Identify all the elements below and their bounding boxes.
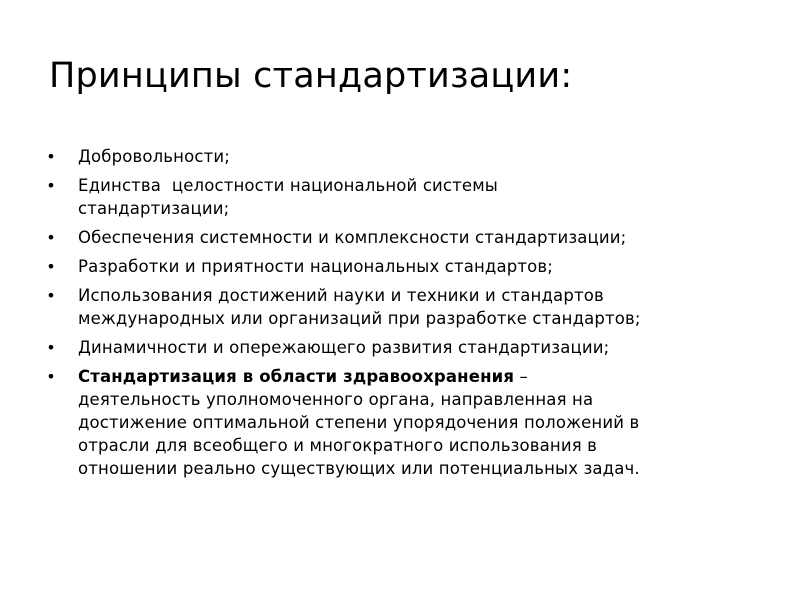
list-item [44, 226, 764, 249]
list-item [44, 255, 764, 278]
list-item-text: Обеспечения системности и комплексности стандартизации; [78, 228, 627, 247]
bullet-icon: • [46, 228, 56, 247]
bullet-icon: • [46, 176, 56, 195]
list-item [44, 145, 764, 168]
list-item-text: Разработки и приятности национальных стандартов; [78, 257, 553, 276]
list-item [44, 174, 764, 220]
list-item [44, 284, 764, 330]
list-item-text: Динамичности и опережающего развития стандартизации; [78, 338, 610, 357]
list-item-definition [44, 365, 764, 480]
definition-term: Стандартизация в области здравоохранения [78, 367, 515, 386]
definition-text [78, 365, 764, 480]
list-item [44, 336, 764, 359]
bullet-icon: • [46, 147, 56, 166]
principles-list [44, 145, 764, 486]
bullet-icon: • [46, 257, 56, 276]
list-item-text: Использования достижений науки и техники и стандартов международных или организаций при разработке стандартов; [78, 286, 641, 328]
definition-body: – деятельность уполномоченного органа, направленная на достижение оптимальной степени упорядочения положений в отрасли для всеобщего и многократного использования в отношении реально существующих или потенциальных задач. [78, 367, 640, 478]
bullet-icon: • [46, 338, 56, 357]
bullet-icon: • [46, 367, 56, 386]
list-item-text: Добровольности; [78, 147, 230, 166]
bullet-icon: • [46, 286, 56, 305]
slide-title: Принципы стандартизации: [49, 56, 573, 96]
list-item-text: Единства целостности национальной системы стандартизации; [78, 176, 498, 218]
